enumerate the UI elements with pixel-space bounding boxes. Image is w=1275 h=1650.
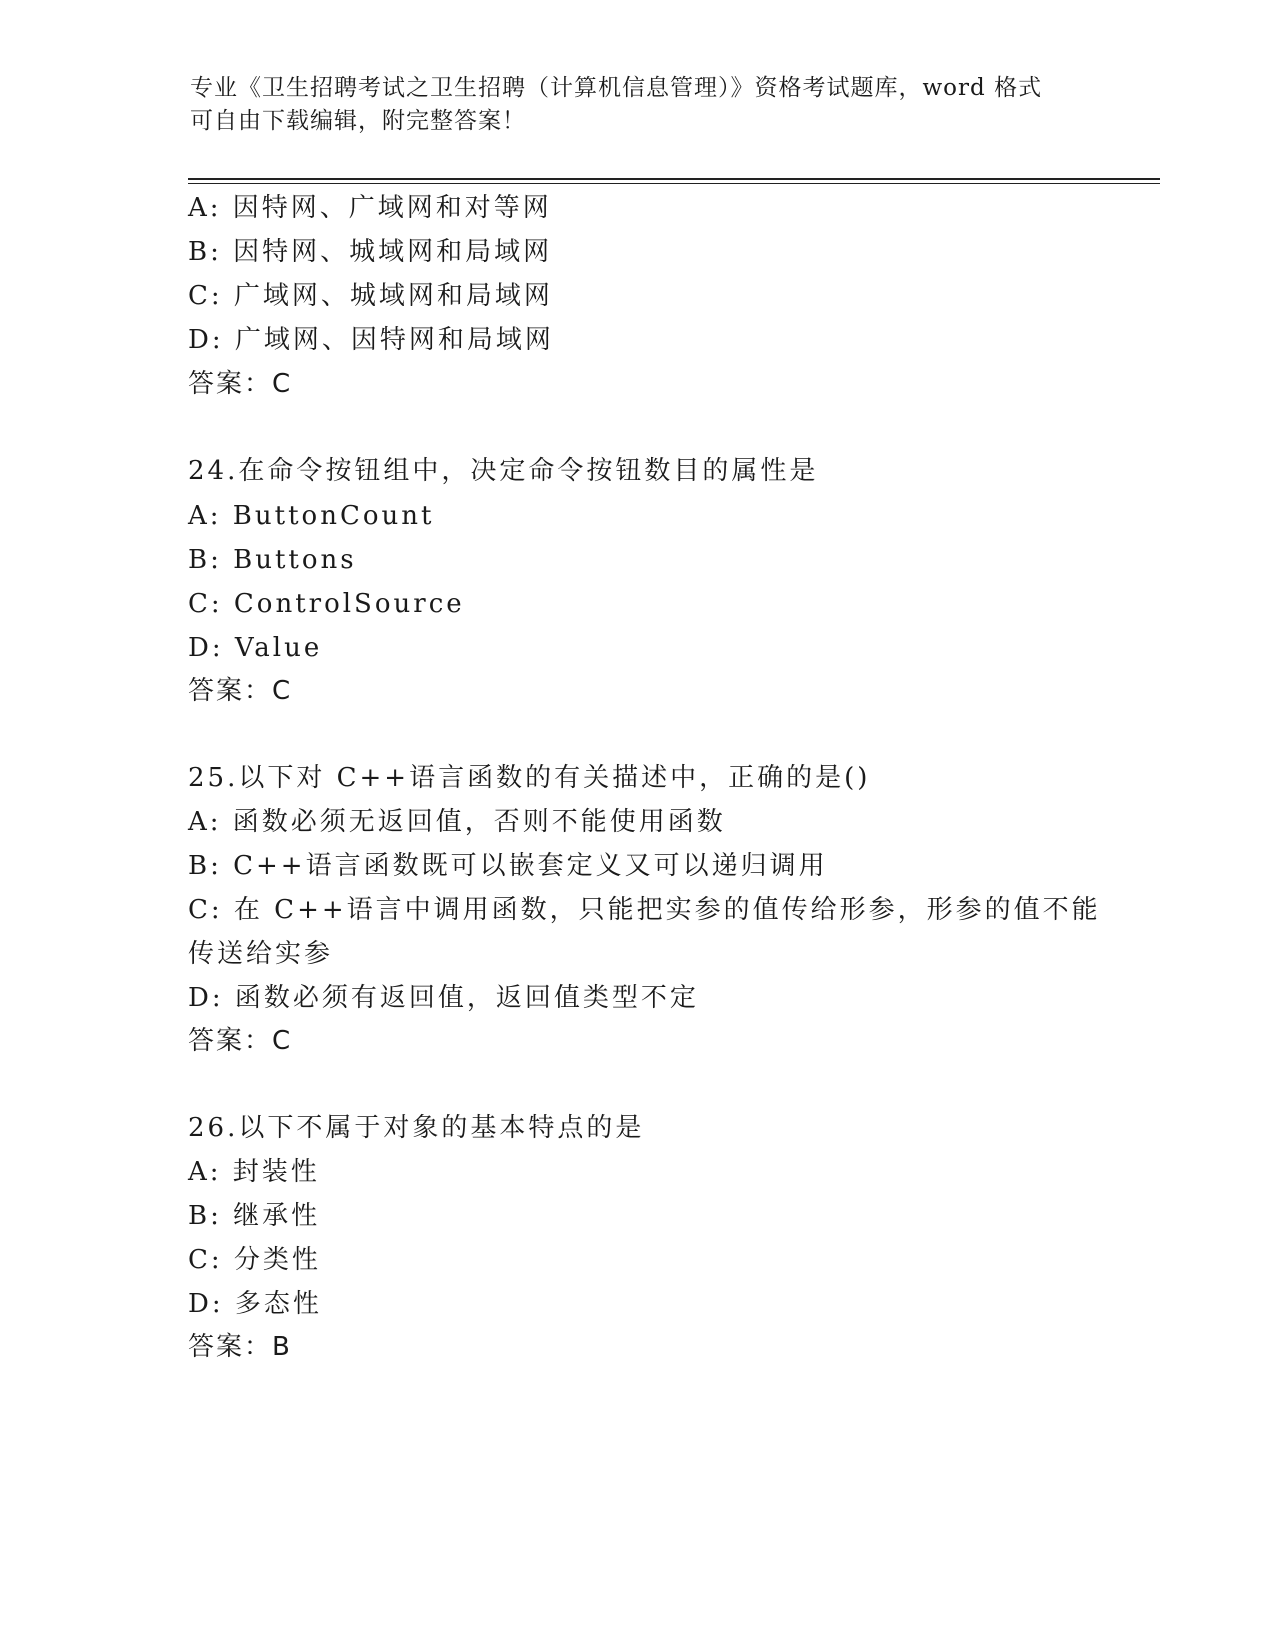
header-divider-thick	[188, 178, 1160, 180]
header-line-2: 可自由下载编辑，附完整答案！	[190, 108, 526, 134]
q24-option-d: D: Value	[188, 633, 323, 663]
q24-option-a: A: ButtonCount	[188, 501, 435, 531]
q26-option-c: C: 分类性	[188, 1245, 321, 1275]
q26-option-b: B: 继承性	[188, 1201, 321, 1231]
q26-question: 26.以下不属于对象的基本特点的是	[188, 1113, 645, 1143]
header-divider-thin	[188, 183, 1160, 184]
q25-question: 25.以下对 C++语言函数的有关描述中，正确的是()	[188, 763, 871, 793]
q25-answer: 答案：C	[188, 1026, 293, 1056]
q24-option-b: B: Buttons	[188, 545, 357, 575]
header-line-1: 专业《卫生招聘考试之卫生招聘（计算机信息管理）》资格考试题库，word 格式	[190, 75, 1043, 101]
q23-option-c: C: 广域网、城域网和局域网	[188, 281, 553, 311]
q26-option-d: D: 多态性	[188, 1289, 322, 1319]
q23-answer: 答案：C	[188, 369, 293, 399]
q24-option-c: C: ControlSource	[188, 589, 465, 619]
q23-option-d: D: 广域网、因特网和局域网	[188, 325, 554, 355]
q25-option-d: D: 函数必须有返回值，返回值类型不定	[188, 983, 699, 1013]
q24-question: 24.在命令按钮组中，决定命令按钮数目的属性是	[188, 456, 819, 486]
q26-answer: 答案：B	[188, 1332, 292, 1362]
q25-option-c: C: 在 C++语言中调用函数，只能把实参的值传给形参，形参的值不能	[188, 895, 1101, 925]
q25-option-b: B: C++语言函数既可以嵌套定义又可以递归调用	[188, 851, 828, 881]
q24-answer: 答案：C	[188, 676, 293, 706]
q25-option-a: A: 函数必须无返回值，否则不能使用函数	[188, 807, 726, 837]
q25-option-c-continued: 传送给实参	[188, 939, 334, 969]
q23-option-a: A: 因特网、广域网和对等网	[188, 193, 552, 223]
q26-option-a: A: 封装性	[188, 1157, 320, 1187]
document-header	[190, 72, 1090, 138]
q23-option-b: B: 因特网、城域网和局域网	[188, 237, 553, 267]
